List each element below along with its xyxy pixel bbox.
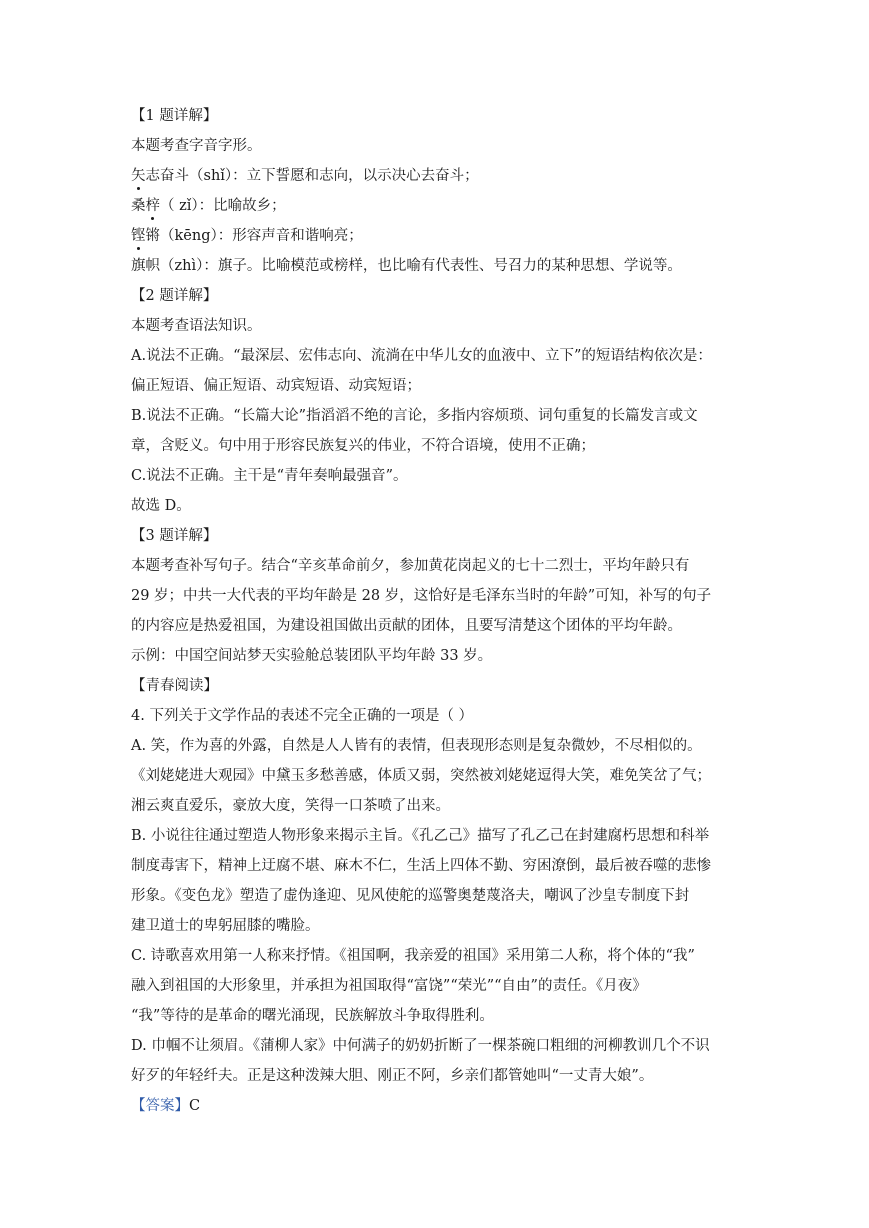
paragraph: 示例：中国空间站梦天实验舱总装团队平均年龄 33 岁。 xyxy=(131,648,493,664)
answer-value: C xyxy=(189,1098,201,1114)
emphasis-char: 矢 xyxy=(131,168,146,184)
answer-label: 【答案】 xyxy=(131,1098,189,1114)
paragraph xyxy=(131,196,749,216)
paragraph: B.说法不正确。“长篇大论”指滔滔不绝的言论，多指内容烦琐、词句重复的长篇发言或文 xyxy=(131,408,698,424)
paragraph: C.说法不正确。主干是“青年奏响最强音”。 xyxy=(131,468,408,484)
emphasis-char: 铿 xyxy=(131,228,146,244)
paragraph: 湘云爽直爱乐，豪放大度，笑得一口茶喷了出来。 xyxy=(131,798,450,814)
paragraph xyxy=(131,226,749,246)
paragraph: A.说法不正确。“最深层、宏伟志向、流淌在中华儿女的血液中、立下”的短语结构依次是： xyxy=(131,348,712,364)
text: 志奋斗（shǐ）：立下誓愿和志向，以示决心去奋斗； xyxy=(145,168,479,184)
option-a: A. 笑，作为喜的外露，自然是人人皆有的表情，但表现形态则是复杂微妙，不尽相似的。 xyxy=(131,738,702,754)
paragraph: 建卫道士的卑躬屈膝的嘴脸。 xyxy=(131,918,320,934)
paragraph xyxy=(131,166,749,186)
section-heading-q2: 【2 题详解】 xyxy=(131,288,218,304)
paragraph: 好歹的年轻纤夫。正是这种泼辣大胆、刚正不阿，乡亲们都管她叫“一丈青大娘”。 xyxy=(131,1068,654,1084)
paragraph: 故选 D。 xyxy=(131,498,191,514)
paragraph: 29 岁；中共一大代表的平均年龄是 28 岁，这恰好是毛泽东当时的年龄”可知，补写的句子 xyxy=(131,588,712,604)
paragraph: 旗帜（zhì）：旗子。比喻模范或榜样，也比喻有代表性、号召力的某种思想、学说等。 xyxy=(131,258,682,274)
paragraph: 制度毒害下，精神上迂腐不堪、麻木不仁，生活上四体不勤、穷困潦倒，最后被吞噬的悲惨 xyxy=(131,858,711,874)
option-b: B. 小说往往通过塑造人物形象来揭示主旨。《孔乙己》描写了孔乙己在封建腐朽思想和科举 xyxy=(131,828,710,844)
text: 桑 xyxy=(131,198,146,214)
paragraph: 本题考查补写句子。结合“辛亥革命前夕，参加黄花岗起义的七十二烈士，平均年龄只有 xyxy=(131,558,690,574)
option-d: D. 巾帼不让须眉。《蒲柳人家》中何满子的奶奶折断了一棵茶碗口粗细的河柳教训几个不识 xyxy=(131,1038,710,1054)
text: （ zǐ）：比喻故乡； xyxy=(160,198,286,214)
paragraph: 的内容应是热爱祖国，为建设祖国做出贡献的团体，且要写清楚这个团体的平均年龄。 xyxy=(131,618,682,634)
paragraph: 形象。《变色龙》塑造了虚伪逢迎、见风使舵的巡警奥楚蔑洛夫，嘲讽了沙皇专制度下封 xyxy=(131,888,690,904)
paragraph: 章，含贬义。句中用于形容民族复兴的伟业，不符合语境，使用不正确； xyxy=(131,438,595,454)
emphasis-char: 梓 xyxy=(145,198,160,214)
option-c: C. 诗歌喜欢用第一人称来抒情。《祖国啊，我亲爱的祖国》采用第二人称，将个体的“我” xyxy=(131,948,695,964)
section-heading-q1: 【1 题详解】 xyxy=(131,108,218,124)
section-heading-q3: 【3 题详解】 xyxy=(131,528,218,544)
paragraph: 本题考查字音字形。 xyxy=(131,138,262,154)
paragraph: 《刘姥姥进大观园》中黛玉多愁善感，体质又弱，突然被刘姥姥逗得大笑，难免笑岔了气； xyxy=(131,768,711,784)
paragraph: 融入到祖国的大形象里，并承担为祖国取得“富饶”“荣光”“自由”的责任。《月夜》 xyxy=(131,978,647,994)
section-heading-reading: 【青春阅读】 xyxy=(131,678,218,694)
question-stem: 4. 下列关于文学作品的表述不完全正确的一项是（ ） xyxy=(131,708,474,724)
paragraph: 偏正短语、偏正短语、动宾短语、动宾短语； xyxy=(131,378,421,394)
paragraph: 本题考查语法知识。 xyxy=(131,318,262,334)
answer-line xyxy=(131,1096,749,1116)
text: 锵（kēng）：形容声音和谐响亮； xyxy=(145,228,363,244)
paragraph: “我”等待的是革命的曙光涌现，民族解放斗争取得胜利。 xyxy=(131,1008,494,1024)
